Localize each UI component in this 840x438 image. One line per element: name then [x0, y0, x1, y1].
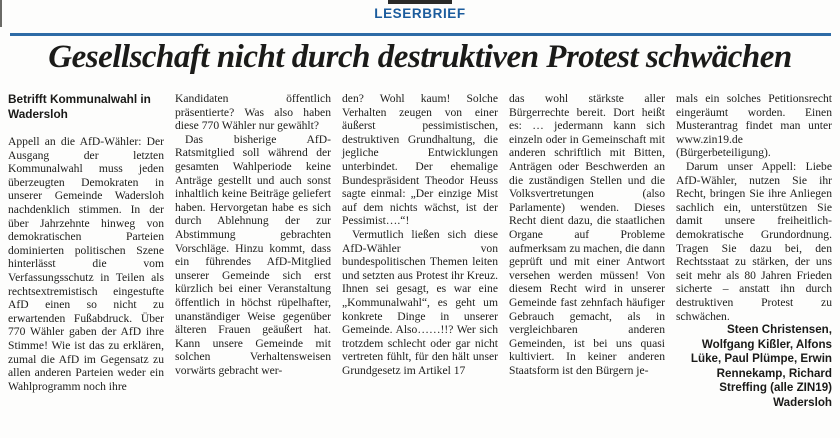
article-paragraph: Appell an die AfD-Wähler: Der Ausgang der letzten Kommunalwahl muss jeden überzeugten Demokraten in unserer Gemeinde Wadersloh nachdenklich stimmen. In der über Jahrzehnte hinweg von demokratischen Parteien dominierten politischen Szene hinterlässt die vom Verfassungsschutz in Teilen als rechtsextremistisch eingestufte AfD einen so nicht zu erwartenden Fußabdruck. Über 770 Wähler gaben der AfD ihre Stimme! Wie ist das zu erklären, zumal die AfD im Gegensatz zu allen anderen Parteien weder ein Wahlprogramm noch ihre [8, 135, 164, 393]
letter-authors: Steen Christensen, Wolfgang Kißler, Alfons Lüke, Paul Plümpe, Erwin Rennekamp, Richard Streffing (alle ZIN19) [690, 323, 832, 395]
article-paragraph: Kandidaten öffentlich präsentierte? Was also haben diese 770 Wähler nur gewählt? [175, 92, 331, 133]
article-paragraph: Darum unser Appell: Liebe AfD-Wähler, nutzen Sie ihr Recht, bringen Sie ihre Anliegen sachlich ein, unterstützen Sie damit unsere freiheitlich-demokratische Grundordnung. Tragen Sie dazu bei, den Rechtsstaat zu stärken, der uns seit mehr als 80 Jahren Frieden sicherte – anstatt ihn durch destruktiven Protest zu schwächen. [676, 159, 832, 323]
article-column-1 [8, 92, 164, 434]
article-paragraph: den? Wohl kaum! Solche Verhalten zeugen von einer äußerst pessimistischen, destruktiven Grundhaltung, die jegliche Entwicklungen unterbindet. Der ehemalige Bundespräsident Theodor Heuss sagte einmal: „Der einzige Mist auf dem nichts wächst, ist der Pessimist….“! [342, 92, 498, 228]
article-column-2 [175, 92, 331, 434]
article-paragraph: Das bisherige AfD-Ratsmitglied soll während der gesamten Wahlperiode keine Anträge gestellt und auch sonst inhaltlich keine Beiträge geliefert haben. Hervorgetan habe es sich durch Ablehnung der zur Abstimmung gebrachten Vorschläge. Hinzu kommt, dass ein führendes AfD-Mitglied unserer Gemeinde sich erst kürzlich bei einer Veranstaltung öffentlich in höchst rüpelhafter, unanständiger Weise gegenüber älteren Frauen geäußert hat. Kann unsere Gemeinde mit solchen Verhaltensweisen vorwärts gebracht wer- [175, 132, 331, 377]
article-column-5 [676, 92, 832, 434]
article-paragraph: das wohl stärkste aller Bürgerrechte bereit. Dort heißt es: … jedermann kann sich einzeln oder in Gemeinschaft mit anderen schriftlich mit Bitten, Anträgen oder Beschwerden an die zuständigen Stellen und die Volksvertretungen (also Parlamente) wenden. Dieses Recht dient dazu, die staatlichen Organe auf Probleme aufmerksam zu machen, die dann geprüft und mit einer Antwort versehen werden müssen! Von diesem Recht wird in unserer Gemeinde fast zehnfach häufiger Gebrauch gemacht, als in vergleichbaren anderen Gemeinden, ist bei uns quasi kultiviert. In keiner anderen Staatsform ist den Bürgern je- [509, 92, 665, 377]
article-column-4 [509, 92, 665, 434]
adjacent-content-fragment [388, 0, 452, 4]
article-paragraph: mals ein solches Petitionsrecht eingeräumt worden. Einen Musterantrag findet man unter www.zin19.de (Bürgerbeteiligung). [676, 92, 832, 160]
article-column-3 [342, 92, 498, 434]
section-rule [10, 33, 831, 36]
article-paragraph: Vermutlich ließen sich diese AfD-Wähler von bundespolitischen Themen leiten und setzten aus Protest ihr Kreuz. Ihnen sei gesagt, es war eine „Kommunalwahl“, es geht um konkrete Dinge in unserer Gemeinde. Also……!!? Wer sich trotzdem schlecht oder gar nicht vertreten fühlt, für den hält unser Grundgesetz im Artikel 17 [342, 227, 498, 377]
article-topic-line: Betrifft Kommunalwahl in Wadersloh [8, 92, 151, 121]
section-kicker: LESERBRIEF [374, 6, 466, 21]
article-body [8, 92, 832, 434]
letter-author-place: Wadersloh [773, 395, 832, 409]
article-headline: Gesellschaft nicht durch destruktiven Protest schwächen [48, 39, 792, 75]
